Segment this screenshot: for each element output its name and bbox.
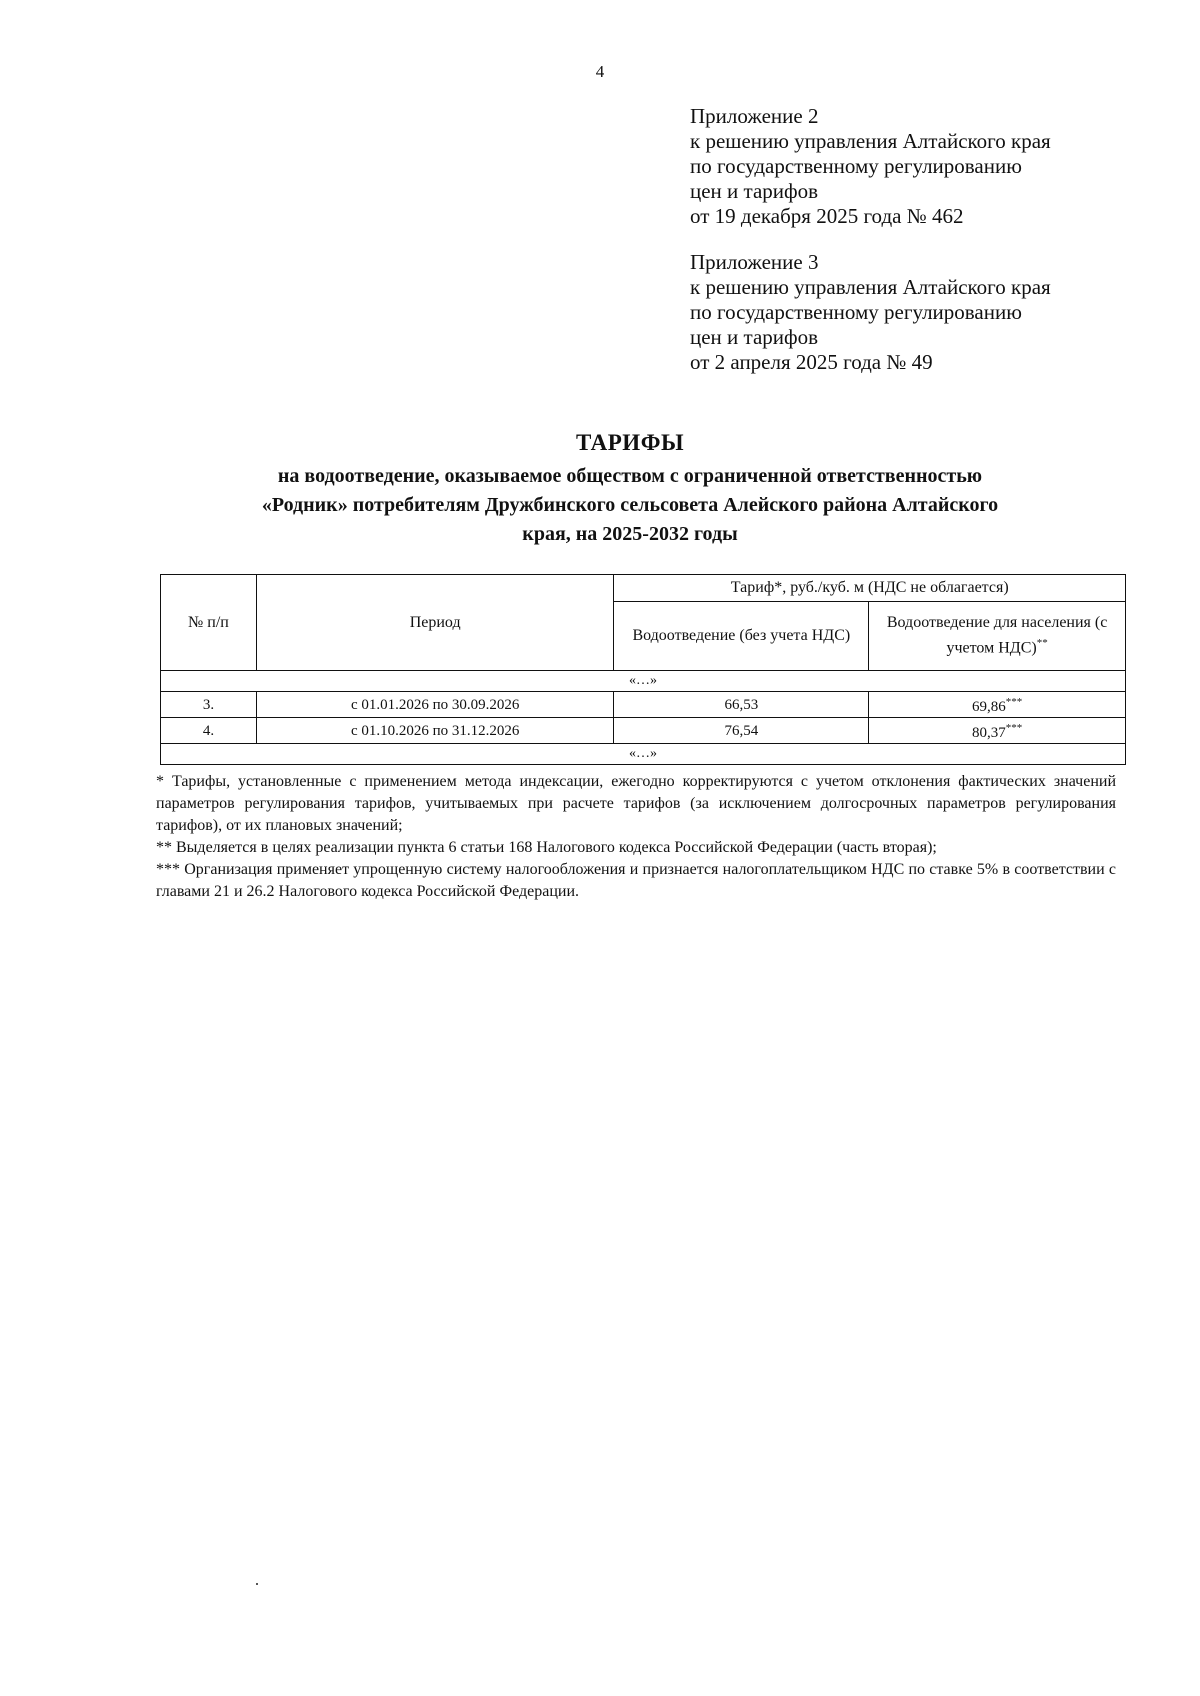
page-number: 4 xyxy=(595,62,605,81)
footnote: ** Выделяется в целях реализации пункта 6 статьи 168 Налогового кодекса Российской Федерации (часть вторая); xyxy=(156,839,937,856)
table-ellipsis-row xyxy=(161,671,1126,692)
table-row xyxy=(161,692,1126,718)
appendix-line: Приложение 2 xyxy=(690,104,819,128)
cell-without-vat: 66,53 xyxy=(614,692,869,718)
appendix-line: цен и тарифов xyxy=(690,179,819,203)
header-number: № п/п xyxy=(161,575,257,671)
title-line: края, на 2025-2032 годы xyxy=(522,523,738,545)
footnote: * Тарифы, установленные с применением метода индексации, ежегодно корректируются с учетом отклонения фактических значений параметров регулирования тарифов, учитываемых при расчете тарифов (за исключением долгосрочных параметров регулирования тарифов), от их плановых значений; xyxy=(156,773,1116,834)
appendix-line: к решению управления Алтайского края xyxy=(690,129,1051,153)
appendix-line: по государственному регулированию xyxy=(690,154,1022,178)
cell-population xyxy=(869,692,1126,718)
header-tariff-group: Тариф*, руб./куб. м (НДС не облагается) xyxy=(614,575,1126,602)
footnote-mark: *** xyxy=(1005,722,1023,734)
tariff-table xyxy=(160,574,1126,765)
cell-population xyxy=(869,718,1126,744)
table-row xyxy=(161,718,1126,744)
cell-population-value: 69,86 xyxy=(971,699,1006,715)
title-main: ТАРИФЫ xyxy=(575,430,685,455)
header-without-vat: Водоотведение (без учета НДС) xyxy=(614,602,869,671)
cell-period: с 01.10.2026 по 31.12.2026 xyxy=(256,718,614,744)
footnote: *** Организация применяет упрощенную систему налогообложения и признается налогоплательщиком НДС по ставке 5% в соответствии с главами 21 и 26.2 Налогового кодекса Российской Федерации. xyxy=(156,861,1116,900)
appendix-2-header xyxy=(690,104,1051,229)
scan-speck xyxy=(256,1583,258,1585)
document-title xyxy=(160,430,1100,549)
footnotes xyxy=(156,771,1116,903)
cell-number: 4. xyxy=(161,718,257,744)
header-period: Период xyxy=(256,575,614,671)
table-header-row xyxy=(161,575,1126,602)
table-ellipsis-row xyxy=(161,744,1126,765)
ellipsis: «…» xyxy=(161,671,1126,692)
ellipsis: «…» xyxy=(161,744,1126,765)
footnote-mark: ** xyxy=(1036,637,1048,650)
appendix-3-header xyxy=(690,250,1051,375)
cell-period: с 01.01.2026 по 30.09.2026 xyxy=(256,692,614,718)
cell-without-vat: 76,54 xyxy=(614,718,869,744)
header-population xyxy=(869,602,1126,671)
appendix-line: к решению управления Алтайского края xyxy=(690,275,1051,299)
title-line: «Родник» потребителям Дружбинского сельсовета Алейского района Алтайского xyxy=(261,494,999,516)
appendix-line: цен и тарифов xyxy=(690,325,819,349)
appendix-line: от 19 декабря 2025 года № 462 xyxy=(690,204,964,228)
title-line: на водоотведение, оказываемое обществом с ограниченной ответственностью xyxy=(277,465,983,487)
appendix-line: Приложение 3 xyxy=(690,250,819,274)
appendix-line: от 2 апреля 2025 года № 49 xyxy=(690,350,933,374)
cell-number: 3. xyxy=(161,692,257,718)
header-population-label: Водоотведение для населения (с учетом НДС) xyxy=(886,614,1108,657)
cell-population-value: 80,37 xyxy=(971,725,1006,741)
footnote-mark: *** xyxy=(1005,696,1023,708)
appendix-line: по государственному регулированию xyxy=(690,300,1022,324)
